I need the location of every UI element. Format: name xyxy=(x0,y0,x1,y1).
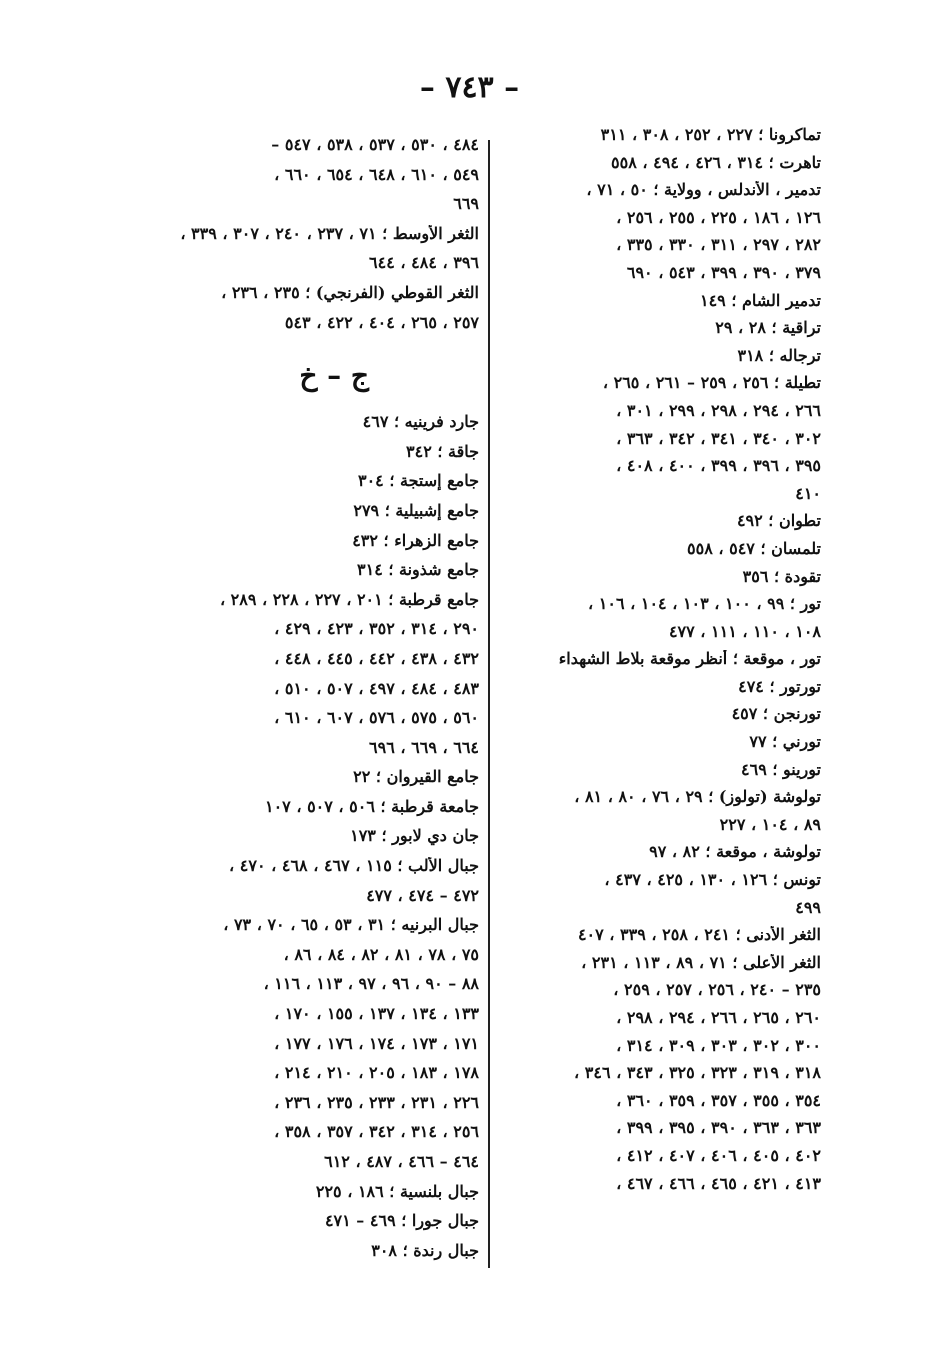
index-entry-line: ٢٩٠ ، ٣١٤ ، ٣٥٢ ، ٤٢٣ ، ٤٢٩ ، xyxy=(274,620,479,639)
index-entry-line: ١٣٣ ، ١٣٤ ، ١٣٧ ، ١٥٥ ، ١٧٠ ، xyxy=(274,1005,479,1024)
index-entry-line: جبال جورا ؛ ٤٦٩ – ٤٧١ xyxy=(324,1212,479,1231)
index-entry-line: ٥٦٠ ، ٥٧٥ ، ٥٧٦ ، ٦٠٧ ، ٦١٠ ، xyxy=(274,709,479,728)
index-entry-line: تماكرونا ؛ ٢٢٧ ، ٢٥٢ ، ٣٠٨ ، ٣١١ xyxy=(600,126,821,144)
index-entry-line: ٣٦٣ ، ٣٦٣ ، ٣٩٠ ، ٣٩٥ ، ٣٩٩ ، xyxy=(616,1119,821,1138)
index-entry-line: تطوان ؛ ٤٩٢ xyxy=(736,512,821,531)
index-entry-line: تورتور ؛ ٤٧٤ xyxy=(738,677,821,696)
index-entry-line: جامعة قرطبة ؛ ٥٠٦ ، ٥٠٧ ، ١٠٧ xyxy=(264,797,479,816)
index-entry-line: جامع إستجة ؛ ٣٠٤ xyxy=(357,472,479,491)
index-entry-line: تورنجن ؛ ٤٥٧ xyxy=(731,705,821,724)
index-entry-line: ٢٦٦ ، ٢٩٤ ، ٢٩٨ ، ٢٩٩ ، ٣٠١ ، xyxy=(616,401,821,420)
index-entry-line: ٥٤٩ ، ٦١٠ ، ٦٤٨ ، ٦٥٤ ، ٦٦٠ ، xyxy=(274,165,479,184)
index-entry-line: تراقية ؛ ٢٨ ، ٢٩ xyxy=(715,319,821,338)
index-entry-line: تورينو ؛ ٤٦٩ xyxy=(741,760,821,779)
index-entry-line: ٦٦٤ ، ٦٦٩ ، ٦٩٦ xyxy=(369,738,479,757)
index-entry-line: ١٧٨ ، ١٨٣ ، ٢٠٥ ، ٢١٠ ، ٢١٤ ، xyxy=(274,1064,479,1083)
index-entry-line: جامع قرطبة ؛ ٢٠١ ، ٢٢٧ ، ٢٢٨ ، ٢٨٩ ، xyxy=(219,590,479,609)
index-entry-line: ٨٩ ، ١٠٤ ، ٢٢٧ xyxy=(719,815,821,834)
index-entry-line: جامع شذونة ؛ ٣١٤ xyxy=(357,561,479,580)
index-entry-line: ٢٢٦ ، ٢٣١ ، ٢٣٣ ، ٢٣٥ ، ٢٣٦ ، xyxy=(274,1093,479,1112)
index-entry-line: ٢٦٠ ، ٢٦٥ ، ٢٦٦ ، ٢٩٤ ، ٢٩٨ ، xyxy=(616,1009,821,1027)
index-entry-line: ١٧١ ، ١٧٣ ، ١٧٤ ، ١٧٦ ، ١٧٧ ، xyxy=(274,1034,479,1053)
index-entry-line: جبال رندة ؛ ٣٠٨ xyxy=(371,1241,479,1260)
index-entry-line: ٣٩٥ ، ٣٩٦ ، ٣٩٩ ، ٤٠٠ ، ٤٠٨ ، xyxy=(616,457,821,476)
index-entry-line: ٦٦٩ xyxy=(453,195,479,214)
index-entry-line: الثغر الأدنى ؛ ٢٤١ ، ٢٥٨ ، ٣٣٩ ، ٤٠٧ xyxy=(577,926,821,945)
index-entry-line: ٣٠٢ ، ٣٤٠ ، ٣٤١ ، ٣٤٢ ، ٣٦٣ ، xyxy=(616,429,821,448)
index-entry-line: ٤٨٤ ، ٥٣٠ ، ٥٣٧ ، ٥٣٨ ، ٥٤٧ – xyxy=(271,136,479,154)
index-entry-line: الثغر الأوسط ؛ ٧١ ، ٢٣٧ ، ٢٤٠ ، ٣٠٧ ، ٣٣٩ ، xyxy=(180,224,479,243)
index-entry-line: ٤٣٢ ، ٤٣٨ ، ٤٤٢ ، ٤٤٥ ، ٤٤٨ ، xyxy=(274,649,479,668)
index-column-left xyxy=(149,136,479,1271)
index-entry-line: ٣٠٠ ، ٣٠٢ ، ٣٠٣ ، ٣٠٩ ، ٣١٤ ، xyxy=(616,1036,821,1055)
index-entry-line: جامع الزهراء ؛ ٤٣٢ xyxy=(352,531,479,550)
left-top-entries xyxy=(149,136,479,343)
index-entry-line: ٤١٠ xyxy=(795,484,821,503)
index-entry-line: تورني ؛ ٧٧ xyxy=(749,733,821,752)
index-entry-line: الثغر القوطي (الفرنجي) ؛ ٢٣٥ ، ٢٣٦ ، xyxy=(221,283,479,302)
index-entry-line: تور ؛ ٩٩ ، ١٠٠ ، ١٠٣ ، ١٠٤ ، ١٠٦ ، xyxy=(588,595,821,614)
index-entry-line: ٤٩٩ xyxy=(795,898,821,917)
index-entry-line: ٢٨٢ ، ٢٩٧ ، ٣١١ ، ٣٣٠ ، ٣٣٥ ، xyxy=(616,236,821,255)
index-entry-line: ٤٨٣ ، ٤٨٤ ، ٤٩٧ ، ٥٠٧ ، ٥١٠ ، xyxy=(274,679,479,698)
index-entry-line: ٣٧٩ ، ٣٩٠ ، ٣٩٩ ، ٥٤٣ ، ٦٩٠ xyxy=(626,263,821,282)
index-entry-line: ٣٩٦ ، ٤٨٤ ، ٦٤٤ xyxy=(369,254,479,273)
index-entry-line: جان دي لابور ؛ ١٧٣ xyxy=(350,827,479,846)
index-entry-line: جبال الألب ؛ ١١٥ ، ٤٦٧ ، ٤٦٨ ، ٤٧٠ ، xyxy=(229,857,479,876)
index-entry-line: تونس ؛ ١٢٦ ، ١٣٠ ، ٤٢٥ ، ٤٣٧ ، xyxy=(604,871,821,890)
index-entry-line: جبال البرنيه ؛ ٣١ ، ٥٣ ، ٦٥ ، ٧٠ ، ٧٣ ، xyxy=(223,916,479,935)
left-bottom-entries xyxy=(149,413,479,1271)
index-entry-line: جبال بلنسية ؛ ١٨٦ ، ٢٢٥ xyxy=(315,1182,479,1201)
index-entry-line: ٢٥٦ ، ٣١٤ ، ٣٤٢ ، ٣٥٧ ، ٣٥٨ ، xyxy=(274,1123,479,1142)
index-entry-line: تطيلة ؛ ٢٥٦ ، ٢٥٩ – ٢٦١ ، ٢٦٥ ، xyxy=(602,374,821,393)
index-entry-line: ٤٠٢ ، ٤٠٥ ، ٤٠٦ ، ٤٠٧ ، ٤١٢ ، xyxy=(616,1146,821,1165)
index-entry-line: جاقة ؛ ٣٤٢ xyxy=(406,442,479,461)
index-entry-line: تقودة ؛ ٣٥٦ xyxy=(742,567,821,586)
index-entry-line: ١٠٨ ، ١١٠ ، ١١١ ، ٤٧٧ xyxy=(668,622,821,641)
index-entry-line: ترجاله ؛ ٣١٨ xyxy=(737,346,821,365)
index-column-right xyxy=(501,126,821,1202)
page-number: – ٧٤٣ – xyxy=(419,70,520,105)
index-entry-line: ٤١٣ ، ٤٢١ ، ٤٦٥ ، ٤٦٦ ، ٤٦٧ ، xyxy=(616,1174,821,1193)
index-entry-line: ٧٥ ، ٧٨ ، ٨١ ، ٨٢ ، ٨٤ ، ٨٦ ، xyxy=(283,945,479,964)
index-entry-line: تاهرت ؛ ٣١٤ ، ٤٢٦ ، ٤٩٤ ، ٥٥٨ xyxy=(611,153,821,172)
index-entry-line: جامع إشبيلية ؛ ٢٧٩ xyxy=(353,501,479,520)
index-entry-line: تلمسان ؛ ٥٤٧ ، ٥٥٨ xyxy=(687,539,821,558)
index-entry-line: تدمير ، الأندلس ، وولاية ؛ ٥٠ ، ٧١ ، xyxy=(586,181,821,200)
index-entry-line: ٨٨ – ٩٠ ، ٩٦ ، ٩٧ ، ١١٣ ، ١١٦ ، xyxy=(263,975,479,994)
index-entry-line: ٣١٨ ، ٣١٩ ، ٣٢٣ ، ٣٢٥ ، ٣٤٣ ، ٣٤٦ ، xyxy=(574,1064,821,1083)
column-divider xyxy=(488,140,490,1268)
index-entry-line: ٢٥٧ ، ٢٦٥ ، ٤٠٤ ، ٤٢٢ ، ٥٤٣ xyxy=(284,313,479,332)
index-entry-line: الثغر الأعلى ؛ ٧١ ، ٨٩ ، ١١٣ ، ٢٣١ ، xyxy=(581,953,821,972)
index-entry-line: ٢٣٥ – ٢٤٠ ، ٢٥٦ ، ٢٥٧ ، ٢٥٩ ، xyxy=(613,981,821,1000)
index-entry-line: ٤٧٢ – ٤٧٤ ، ٤٧٧ xyxy=(366,886,479,905)
index-entry-line: جارد فرينيه ؛ ٤٦٧ xyxy=(362,413,479,432)
index-entry-line: تولوشة (تولوز) ؛ ٢٩ ، ٧٦ ، ٨٠ ، ٨١ ، xyxy=(574,788,821,807)
index-entry-line: ٤٦٤ – ٤٦٦ ، ٤٨٧ ، ٦١٢ xyxy=(324,1153,479,1171)
index-entry-line: تور ، موقعة ؛ أنظر موقعة بلاط الشهداء xyxy=(558,650,821,669)
index-entry-line: تدمير الشام ؛ ١٤٩ xyxy=(699,291,821,310)
index-entry-line: ١٢٦ ، ١٨٦ ، ٢٢٥ ، ٢٥٥ ، ٢٥٦ ، xyxy=(616,208,821,227)
section-heading: ج – خ xyxy=(299,359,369,393)
index-entry-line: تولوشة ، موقعة ؛ ٨٢ ، ٩٧ xyxy=(649,843,821,862)
index-entry-line: جامع القيروان ؛ ٢٢ xyxy=(353,768,479,787)
index-entry-line: ٣٥٤ ، ٣٥٥ ، ٣٥٧ ، ٣٥٩ ، ٣٦٠ ، xyxy=(616,1091,821,1110)
